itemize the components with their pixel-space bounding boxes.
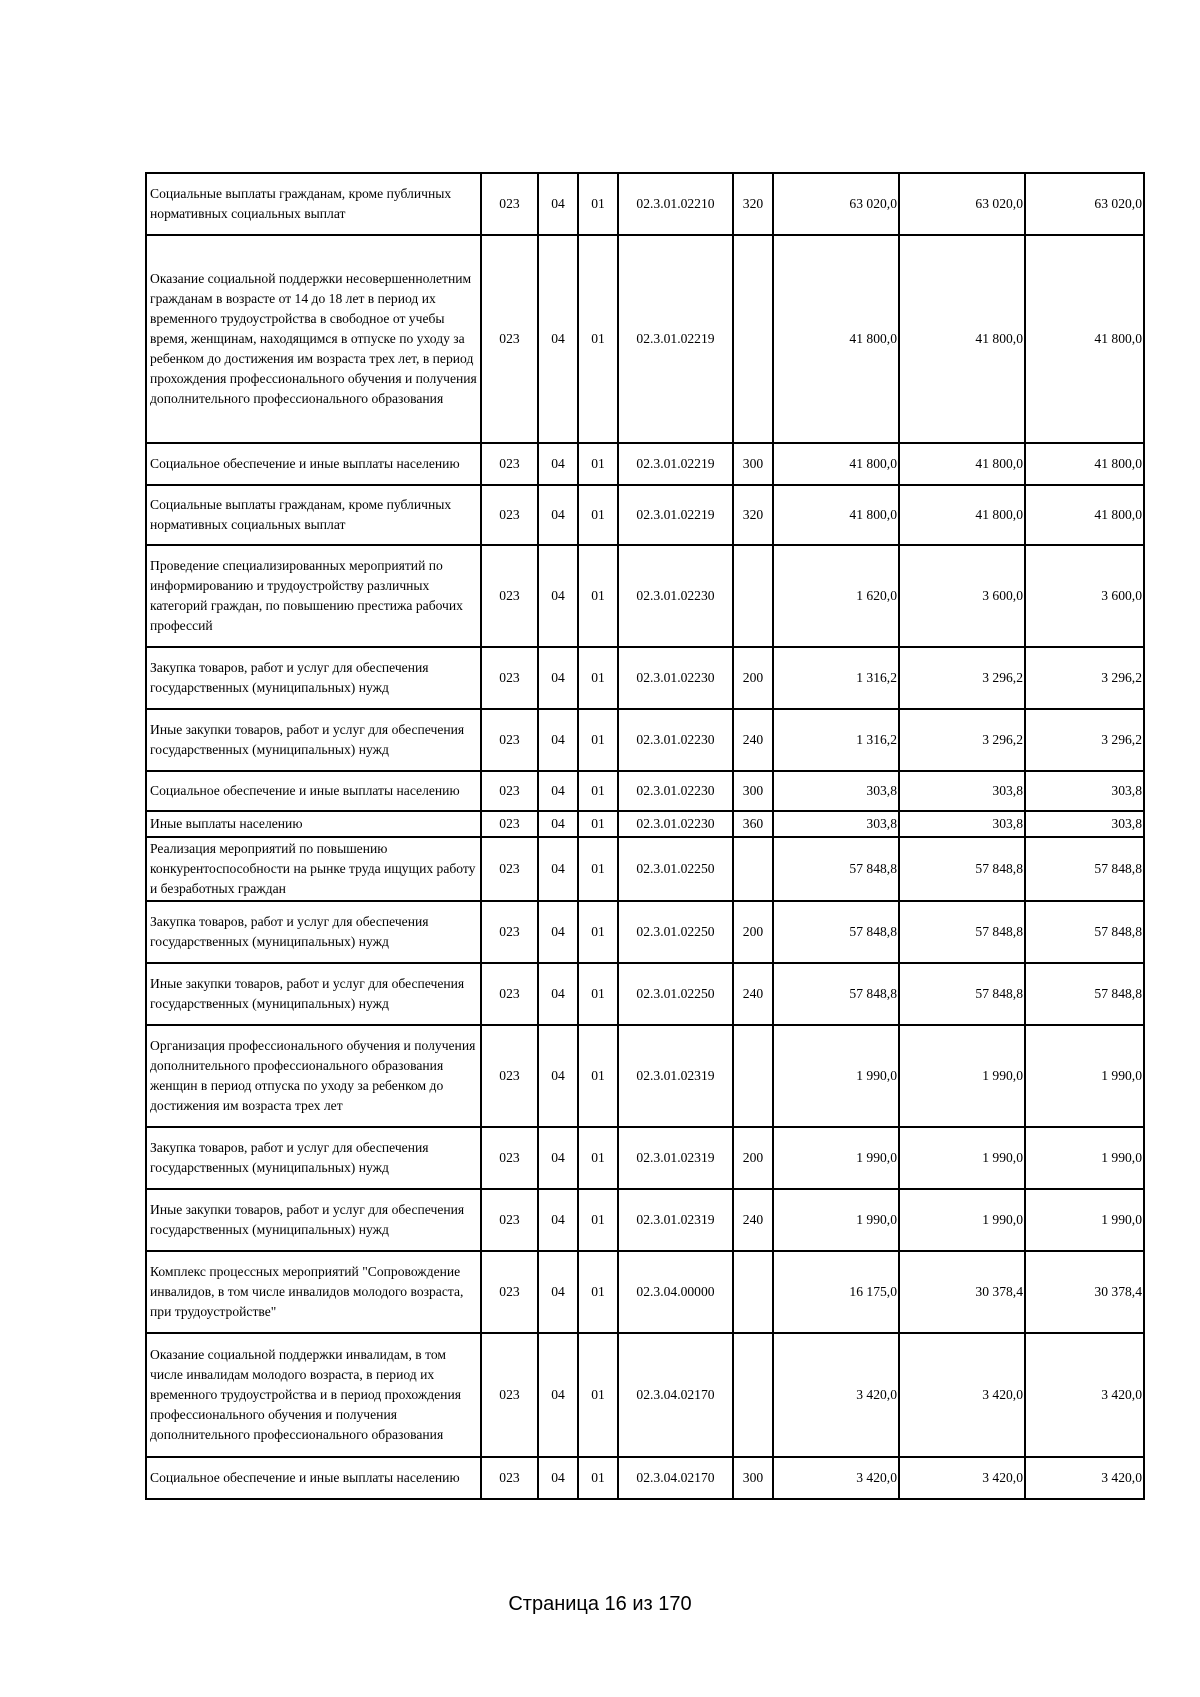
row-section-code: 04: [538, 545, 578, 647]
row-amount-year2: 3 420,0: [899, 1333, 1025, 1457]
table-row: [146, 647, 1144, 709]
row-target-article: 02.3.01.02219: [618, 235, 733, 443]
row-subsection-code: 01: [578, 1025, 618, 1127]
row-section-code: 04: [538, 901, 578, 963]
row-expense-type: [733, 837, 773, 901]
row-grbs-code: 023: [481, 837, 538, 901]
row-name: Комплекс процессных мероприятий "Сопровождение инвалидов, в том числе инвалидов молодого возраста, при трудоустройстве": [146, 1251, 481, 1333]
row-amount-year1: 3 420,0: [773, 1457, 899, 1499]
row-amount-year1: 41 800,0: [773, 235, 899, 443]
row-amount-year3: 41 800,0: [1025, 235, 1144, 443]
row-section-code: 04: [538, 443, 578, 485]
row-amount-year2: 3 296,2: [899, 647, 1025, 709]
row-subsection-code: 01: [578, 963, 618, 1025]
row-name: Закупка товаров, работ и услуг для обеспечения государственных (муниципальных) нужд: [146, 1127, 481, 1189]
row-subsection-code: 01: [578, 811, 618, 837]
row-amount-year3: 3 420,0: [1025, 1333, 1144, 1457]
row-grbs-code: 023: [481, 1251, 538, 1333]
row-section-code: 04: [538, 235, 578, 443]
row-grbs-code: 023: [481, 709, 538, 771]
row-subsection-code: 01: [578, 443, 618, 485]
row-expense-type: 240: [733, 1189, 773, 1251]
row-target-article: 02.3.01.02230: [618, 771, 733, 811]
row-expense-type: [733, 1333, 773, 1457]
row-subsection-code: 01: [578, 173, 618, 235]
page-number: Страница 16 из 170: [508, 1593, 692, 1615]
row-expense-type: 320: [733, 173, 773, 235]
row-section-code: 04: [538, 771, 578, 811]
row-section-code: 04: [538, 485, 578, 545]
row-name: Иные выплаты населению: [146, 811, 481, 837]
row-subsection-code: 01: [578, 1333, 618, 1457]
row-amount-year2: 3 600,0: [899, 545, 1025, 647]
row-expense-type: 300: [733, 771, 773, 811]
row-amount-year3: 3 600,0: [1025, 545, 1144, 647]
row-name: Закупка товаров, работ и услуг для обеспечения государственных (муниципальных) нужд: [146, 647, 481, 709]
row-amount-year2: 1 990,0: [899, 1127, 1025, 1189]
row-name: Социальное обеспечение и иные выплаты населению: [146, 443, 481, 485]
row-name: Иные закупки товаров, работ и услуг для обеспечения государственных (муниципальных) нужд: [146, 963, 481, 1025]
row-amount-year2: 3 296,2: [899, 709, 1025, 771]
row-expense-type: [733, 1025, 773, 1127]
row-name: Оказание социальной поддержки инвалидам, в том числе инвалидам молодого возраста, в период их временного трудоустройства и в период прохождения профессионального обучения и получения дополнительного профессионального образования: [146, 1333, 481, 1457]
row-grbs-code: 023: [481, 1333, 538, 1457]
row-subsection-code: 01: [578, 1127, 618, 1189]
row-amount-year3: 303,8: [1025, 811, 1144, 837]
row-subsection-code: 01: [578, 647, 618, 709]
row-section-code: 04: [538, 963, 578, 1025]
row-grbs-code: 023: [481, 901, 538, 963]
row-amount-year2: 63 020,0: [899, 173, 1025, 235]
row-name: Реализация мероприятий по повышению конкурентоспособности на рынке труда ищущих работу и безработных граждан: [146, 837, 481, 901]
row-amount-year3: 303,8: [1025, 771, 1144, 811]
row-target-article: 02.3.01.02250: [618, 963, 733, 1025]
row-amount-year1: 41 800,0: [773, 485, 899, 545]
table-row: [146, 1189, 1144, 1251]
row-name: Социальные выплаты гражданам, кроме публичных нормативных социальных выплат: [146, 173, 481, 235]
row-amount-year2: 30 378,4: [899, 1251, 1025, 1333]
row-amount-year3: 3 296,2: [1025, 709, 1144, 771]
row-section-code: 04: [538, 811, 578, 837]
row-grbs-code: 023: [481, 545, 538, 647]
row-expense-type: 200: [733, 1127, 773, 1189]
row-grbs-code: 023: [481, 647, 538, 709]
row-amount-year1: 57 848,8: [773, 963, 899, 1025]
row-section-code: 04: [538, 1251, 578, 1333]
row-amount-year1: 1 990,0: [773, 1127, 899, 1189]
row-section-code: 04: [538, 837, 578, 901]
row-amount-year2: 41 800,0: [899, 485, 1025, 545]
row-target-article: 02.3.01.02219: [618, 485, 733, 545]
row-grbs-code: 023: [481, 963, 538, 1025]
table-row: [146, 1127, 1144, 1189]
row-target-article: 02.3.01.02319: [618, 1189, 733, 1251]
row-expense-type: 200: [733, 901, 773, 963]
row-target-article: 02.3.01.02230: [618, 709, 733, 771]
row-subsection-code: 01: [578, 545, 618, 647]
row-section-code: 04: [538, 1025, 578, 1127]
row-section-code: 04: [538, 1127, 578, 1189]
row-amount-year2: 303,8: [899, 771, 1025, 811]
row-name: Организация профессионального обучения и получения дополнительного профессионального образования женщин в период отпуска по уходу за ребенком до достижения им возраста трех лет: [146, 1025, 481, 1127]
table-row: [146, 901, 1144, 963]
table-row: [146, 709, 1144, 771]
row-expense-type: [733, 235, 773, 443]
row-amount-year2: 1 990,0: [899, 1025, 1025, 1127]
row-section-code: 04: [538, 173, 578, 235]
row-name: Социальное обеспечение и иные выплаты населению: [146, 1457, 481, 1499]
row-amount-year1: 57 848,8: [773, 901, 899, 963]
row-expense-type: [733, 545, 773, 647]
row-amount-year2: 41 800,0: [899, 235, 1025, 443]
row-grbs-code: 023: [481, 173, 538, 235]
row-amount-year3: 41 800,0: [1025, 443, 1144, 485]
table-row: [146, 963, 1144, 1025]
row-target-article: 02.3.01.02219: [618, 443, 733, 485]
row-amount-year3: 63 020,0: [1025, 173, 1144, 235]
row-target-article: 02.3.01.02210: [618, 173, 733, 235]
row-grbs-code: 023: [481, 1457, 538, 1499]
table-row: [146, 1457, 1144, 1499]
row-amount-year1: 1 620,0: [773, 545, 899, 647]
table-row: [146, 771, 1144, 811]
row-expense-type: 300: [733, 1457, 773, 1499]
row-amount-year2: 57 848,8: [899, 901, 1025, 963]
table-row: [146, 837, 1144, 901]
row-amount-year3: 3 420,0: [1025, 1457, 1144, 1499]
row-amount-year1: 303,8: [773, 771, 899, 811]
row-target-article: 02.3.04.02170: [618, 1457, 733, 1499]
table-row: [146, 173, 1144, 235]
table-row: [146, 235, 1144, 443]
row-amount-year2: 41 800,0: [899, 443, 1025, 485]
row-amount-year2: 3 420,0: [899, 1457, 1025, 1499]
row-expense-type: 240: [733, 963, 773, 1025]
row-grbs-code: 023: [481, 1127, 538, 1189]
row-amount-year1: 63 020,0: [773, 173, 899, 235]
row-target-article: 02.3.01.02230: [618, 811, 733, 837]
row-target-article: 02.3.04.02170: [618, 1333, 733, 1457]
table-row: [146, 1251, 1144, 1333]
row-target-article: 02.3.01.02319: [618, 1025, 733, 1127]
row-grbs-code: 023: [481, 1189, 538, 1251]
row-subsection-code: 01: [578, 1189, 618, 1251]
row-target-article: 02.3.01.02230: [618, 545, 733, 647]
row-amount-year2: 1 990,0: [899, 1189, 1025, 1251]
row-amount-year1: 303,8: [773, 811, 899, 837]
row-name: Иные закупки товаров, работ и услуг для обеспечения государственных (муниципальных) нужд: [146, 709, 481, 771]
row-subsection-code: 01: [578, 709, 618, 771]
row-target-article: 02.3.01.02319: [618, 1127, 733, 1189]
row-section-code: 04: [538, 1333, 578, 1457]
table-row: [146, 1333, 1144, 1457]
table-row: [146, 811, 1144, 837]
row-target-article: 02.3.01.02250: [618, 837, 733, 901]
row-grbs-code: 023: [481, 485, 538, 545]
row-subsection-code: 01: [578, 1457, 618, 1499]
row-amount-year1: 1 316,2: [773, 647, 899, 709]
row-expense-type: 200: [733, 647, 773, 709]
row-amount-year2: 303,8: [899, 811, 1025, 837]
row-subsection-code: 01: [578, 1251, 618, 1333]
row-amount-year1: 1 316,2: [773, 709, 899, 771]
table-row: [146, 1025, 1144, 1127]
row-section-code: 04: [538, 647, 578, 709]
row-target-article: 02.3.01.02230: [618, 647, 733, 709]
row-subsection-code: 01: [578, 901, 618, 963]
row-amount-year1: 1 990,0: [773, 1189, 899, 1251]
row-amount-year3: 1 990,0: [1025, 1189, 1144, 1251]
row-amount-year1: 16 175,0: [773, 1251, 899, 1333]
table-body: [146, 173, 1144, 1499]
table-row: [146, 485, 1144, 545]
row-amount-year3: 57 848,8: [1025, 837, 1144, 901]
row-target-article: 02.3.01.02250: [618, 901, 733, 963]
row-expense-type: 320: [733, 485, 773, 545]
row-name: Проведение специализированных мероприятий по информированию и трудоустройству различных категорий граждан, по повышению престижа рабочих профессий: [146, 545, 481, 647]
row-grbs-code: 023: [481, 235, 538, 443]
row-amount-year2: 57 848,8: [899, 837, 1025, 901]
row-section-code: 04: [538, 1457, 578, 1499]
row-amount-year3: 1 990,0: [1025, 1025, 1144, 1127]
row-subsection-code: 01: [578, 837, 618, 901]
row-amount-year3: 57 848,8: [1025, 963, 1144, 1025]
row-name: Социальные выплаты гражданам, кроме публичных нормативных социальных выплат: [146, 485, 481, 545]
row-expense-type: [733, 1251, 773, 1333]
row-amount-year1: 3 420,0: [773, 1333, 899, 1457]
row-expense-type: 240: [733, 709, 773, 771]
row-amount-year1: 41 800,0: [773, 443, 899, 485]
row-subsection-code: 01: [578, 771, 618, 811]
row-subsection-code: 01: [578, 235, 618, 443]
row-grbs-code: 023: [481, 1025, 538, 1127]
budget-table: [145, 172, 1145, 1500]
row-amount-year1: 1 990,0: [773, 1025, 899, 1127]
row-section-code: 04: [538, 1189, 578, 1251]
row-name: Оказание социальной поддержки несовершеннолетним гражданам в возрасте от 14 до 18 лет в период их временного трудоустройства в свободное от учебы время, женщинам, находящимся в отпуске по уходу за ребенком до достижения им возраста трех лет, в период прохождения профессионального обучения и получения дополнительного профессионального образования: [146, 235, 481, 443]
row-section-code: 04: [538, 709, 578, 771]
row-amount-year3: 3 296,2: [1025, 647, 1144, 709]
row-amount-year1: 57 848,8: [773, 837, 899, 901]
row-grbs-code: 023: [481, 771, 538, 811]
row-amount-year3: 57 848,8: [1025, 901, 1144, 963]
row-name: Закупка товаров, работ и услуг для обеспечения государственных (муниципальных) нужд: [146, 901, 481, 963]
row-name: Иные закупки товаров, работ и услуг для обеспечения государственных (муниципальных) нужд: [146, 1189, 481, 1251]
row-amount-year3: 1 990,0: [1025, 1127, 1144, 1189]
row-expense-type: 360: [733, 811, 773, 837]
row-subsection-code: 01: [578, 485, 618, 545]
row-grbs-code: 023: [481, 443, 538, 485]
row-grbs-code: 023: [481, 811, 538, 837]
table-row: [146, 443, 1144, 485]
table-row: [146, 545, 1144, 647]
row-target-article: 02.3.04.00000: [618, 1251, 733, 1333]
row-name: Социальное обеспечение и иные выплаты населению: [146, 771, 481, 811]
row-amount-year2: 57 848,8: [899, 963, 1025, 1025]
row-amount-year3: 30 378,4: [1025, 1251, 1144, 1333]
row-expense-type: 300: [733, 443, 773, 485]
row-amount-year3: 41 800,0: [1025, 485, 1144, 545]
